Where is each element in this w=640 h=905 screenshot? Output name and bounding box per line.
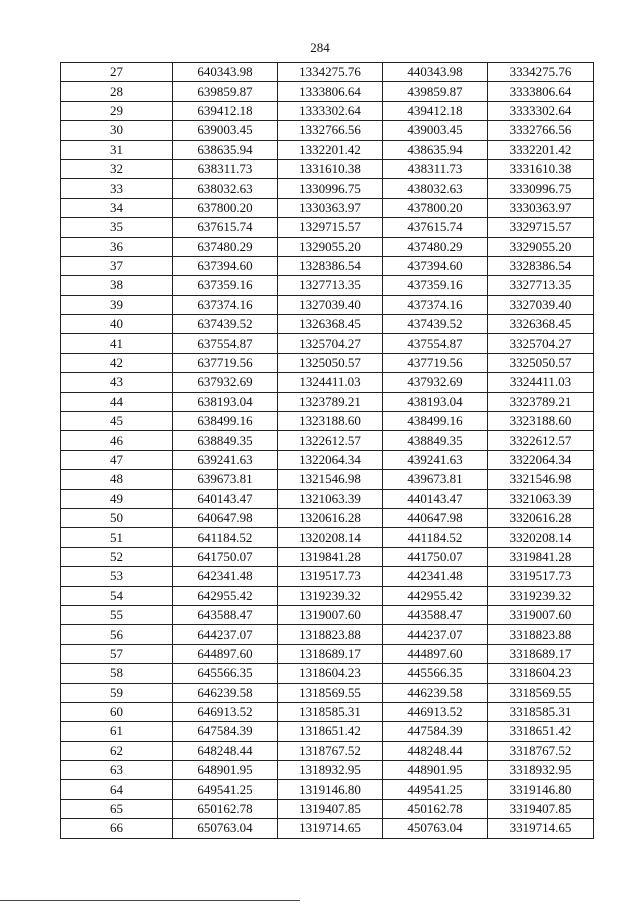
table-row: [61, 702, 594, 721]
y-local-coord-cell: 3318651.42: [488, 722, 594, 741]
table-row: [61, 237, 594, 256]
y-coord-cell: 1319517.73: [278, 567, 383, 586]
y-local-coord-cell: 3319517.73: [488, 567, 594, 586]
y-local-coord-cell: 3318689.17: [488, 644, 594, 663]
table-row: [61, 121, 594, 140]
y-coord-cell: 1329055.20: [278, 237, 383, 256]
table-row: [61, 198, 594, 217]
point-number-cell: 28: [61, 82, 173, 101]
y-local-coord-cell: 3318767.52: [488, 741, 594, 760]
point-number-cell: 64: [61, 780, 173, 799]
x-coord-cell: 639673.81: [173, 470, 278, 489]
x-local-coord-cell: 441750.07: [383, 547, 488, 566]
point-number-cell: 29: [61, 101, 173, 120]
y-coord-cell: 1320208.14: [278, 528, 383, 547]
x-coord-cell: 638849.35: [173, 431, 278, 450]
point-number-cell: 37: [61, 256, 173, 275]
x-local-coord-cell: 437480.29: [383, 237, 488, 256]
table-row: [61, 819, 594, 838]
point-number-cell: 63: [61, 761, 173, 780]
y-coord-cell: 1330363.97: [278, 198, 383, 217]
y-coord-cell: 1328386.54: [278, 256, 383, 275]
x-local-coord-cell: 438635.94: [383, 140, 488, 159]
x-local-coord-cell: 439859.87: [383, 82, 488, 101]
point-number-cell: 55: [61, 605, 173, 624]
x-coord-cell: 642341.48: [173, 567, 278, 586]
y-local-coord-cell: 3324411.03: [488, 373, 594, 392]
point-number-cell: 66: [61, 819, 173, 838]
point-number-cell: 27: [61, 63, 173, 82]
table-row: [61, 625, 594, 644]
point-number-cell: 59: [61, 683, 173, 702]
point-number-cell: 34: [61, 198, 173, 217]
y-local-coord-cell: 3319841.28: [488, 547, 594, 566]
point-number-cell: 42: [61, 353, 173, 372]
table-row: [61, 761, 594, 780]
point-number-cell: 56: [61, 625, 173, 644]
x-local-coord-cell: 437800.20: [383, 198, 488, 217]
x-coord-cell: 646913.52: [173, 702, 278, 721]
y-coord-cell: 1323789.21: [278, 392, 383, 411]
point-number-cell: 57: [61, 644, 173, 663]
y-coord-cell: 1323188.60: [278, 412, 383, 431]
y-local-coord-cell: 3321546.98: [488, 470, 594, 489]
y-coord-cell: 1332201.42: [278, 140, 383, 159]
y-coord-cell: 1330996.75: [278, 179, 383, 198]
x-coord-cell: 637374.16: [173, 295, 278, 314]
x-local-coord-cell: 437394.60: [383, 256, 488, 275]
x-local-coord-cell: 438032.63: [383, 179, 488, 198]
x-local-coord-cell: 439673.81: [383, 470, 488, 489]
x-coord-cell: 648901.95: [173, 761, 278, 780]
y-coord-cell: 1319007.60: [278, 605, 383, 624]
x-coord-cell: 637359.16: [173, 276, 278, 295]
y-coord-cell: 1334275.76: [278, 63, 383, 82]
y-local-coord-cell: 3332766.56: [488, 121, 594, 140]
y-local-coord-cell: 3327713.35: [488, 276, 594, 295]
point-number-cell: 35: [61, 218, 173, 237]
x-local-coord-cell: 446913.52: [383, 702, 488, 721]
x-coord-cell: 641750.07: [173, 547, 278, 566]
point-number-cell: 41: [61, 334, 173, 353]
table-row: [61, 450, 594, 469]
x-coord-cell: 650162.78: [173, 799, 278, 818]
table-row: [61, 605, 594, 624]
x-local-coord-cell: 446239.58: [383, 683, 488, 702]
x-local-coord-cell: 437374.16: [383, 295, 488, 314]
x-local-coord-cell: 439241.63: [383, 450, 488, 469]
y-local-coord-cell: 3328386.54: [488, 256, 594, 275]
y-local-coord-cell: 3320616.28: [488, 508, 594, 527]
table-row: [61, 218, 594, 237]
table-row: [61, 528, 594, 547]
x-local-coord-cell: 438849.35: [383, 431, 488, 450]
point-number-cell: 33: [61, 179, 173, 198]
y-coord-cell: 1333302.64: [278, 101, 383, 120]
y-coord-cell: 1333806.64: [278, 82, 383, 101]
point-number-cell: 62: [61, 741, 173, 760]
table-row: [61, 412, 594, 431]
y-coord-cell: 1321063.39: [278, 489, 383, 508]
y-coord-cell: 1318569.55: [278, 683, 383, 702]
y-coord-cell: 1318689.17: [278, 644, 383, 663]
table-row: [61, 547, 594, 566]
table-row: [61, 644, 594, 663]
coordinates-table: [60, 62, 594, 839]
x-coord-cell: 637719.56: [173, 353, 278, 372]
y-local-coord-cell: 3322612.57: [488, 431, 594, 450]
x-coord-cell: 650763.04: [173, 819, 278, 838]
x-local-coord-cell: 437554.87: [383, 334, 488, 353]
point-number-cell: 38: [61, 276, 173, 295]
x-local-coord-cell: 443588.47: [383, 605, 488, 624]
x-coord-cell: 639859.87: [173, 82, 278, 101]
x-coord-cell: 646239.58: [173, 683, 278, 702]
x-local-coord-cell: 442955.42: [383, 586, 488, 605]
y-local-coord-cell: 3323188.60: [488, 412, 594, 431]
table-row: [61, 489, 594, 508]
table-row: [61, 101, 594, 120]
y-coord-cell: 1324411.03: [278, 373, 383, 392]
x-coord-cell: 641184.52: [173, 528, 278, 547]
x-local-coord-cell: 439003.45: [383, 121, 488, 140]
y-local-coord-cell: 3319239.32: [488, 586, 594, 605]
y-coord-cell: 1321546.98: [278, 470, 383, 489]
x-local-coord-cell: 438311.73: [383, 159, 488, 178]
y-local-coord-cell: 3322064.34: [488, 450, 594, 469]
table-row: [61, 470, 594, 489]
point-number-cell: 58: [61, 664, 173, 683]
table-row: [61, 82, 594, 101]
point-number-cell: 53: [61, 567, 173, 586]
x-coord-cell: 642955.42: [173, 586, 278, 605]
x-coord-cell: 638193.04: [173, 392, 278, 411]
y-coord-cell: 1318651.42: [278, 722, 383, 741]
point-number-cell: 50: [61, 508, 173, 527]
y-coord-cell: 1319841.28: [278, 547, 383, 566]
x-local-coord-cell: 444897.60: [383, 644, 488, 663]
table-row: [61, 295, 594, 314]
x-local-coord-cell: 442341.48: [383, 567, 488, 586]
x-local-coord-cell: 450763.04: [383, 819, 488, 838]
x-local-coord-cell: 439412.18: [383, 101, 488, 120]
y-coord-cell: 1327713.35: [278, 276, 383, 295]
x-coord-cell: 643588.47: [173, 605, 278, 624]
x-coord-cell: 637800.20: [173, 198, 278, 217]
coordinates-table-body: [61, 63, 594, 839]
y-coord-cell: 1326368.45: [278, 315, 383, 334]
point-number-cell: 61: [61, 722, 173, 741]
y-coord-cell: 1318823.88: [278, 625, 383, 644]
x-coord-cell: 640343.98: [173, 63, 278, 82]
x-coord-cell: 638311.73: [173, 159, 278, 178]
x-coord-cell: 640143.47: [173, 489, 278, 508]
x-local-coord-cell: 449541.25: [383, 780, 488, 799]
table-row: [61, 799, 594, 818]
x-coord-cell: 637439.52: [173, 315, 278, 334]
point-number-cell: 48: [61, 470, 173, 489]
table-row: [61, 63, 594, 82]
y-local-coord-cell: 3319714.65: [488, 819, 594, 838]
table-row: [61, 586, 594, 605]
point-number-cell: 44: [61, 392, 173, 411]
x-local-coord-cell: 440343.98: [383, 63, 488, 82]
table-row: [61, 256, 594, 275]
x-local-coord-cell: 437439.52: [383, 315, 488, 334]
y-coord-cell: 1322612.57: [278, 431, 383, 450]
y-coord-cell: 1325050.57: [278, 353, 383, 372]
table-row: [61, 741, 594, 760]
x-coord-cell: 637394.60: [173, 256, 278, 275]
point-number-cell: 45: [61, 412, 173, 431]
y-local-coord-cell: 3330996.75: [488, 179, 594, 198]
x-local-coord-cell: 440143.47: [383, 489, 488, 508]
y-coord-cell: 1320616.28: [278, 508, 383, 527]
x-coord-cell: 645566.35: [173, 664, 278, 683]
point-number-cell: 40: [61, 315, 173, 334]
y-local-coord-cell: 3333302.64: [488, 101, 594, 120]
point-number-cell: 31: [61, 140, 173, 159]
y-coord-cell: 1319239.32: [278, 586, 383, 605]
x-coord-cell: 649541.25: [173, 780, 278, 799]
table-row: [61, 315, 594, 334]
y-local-coord-cell: 3318585.31: [488, 702, 594, 721]
y-coord-cell: 1318767.52: [278, 741, 383, 760]
table-row: [61, 334, 594, 353]
table-row: [61, 664, 594, 683]
point-number-cell: 52: [61, 547, 173, 566]
x-coord-cell: 647584.39: [173, 722, 278, 741]
table-row: [61, 683, 594, 702]
x-coord-cell: 640647.98: [173, 508, 278, 527]
y-local-coord-cell: 3319407.85: [488, 799, 594, 818]
y-local-coord-cell: 3318932.95: [488, 761, 594, 780]
y-local-coord-cell: 3321063.39: [488, 489, 594, 508]
x-coord-cell: 637615.74: [173, 218, 278, 237]
x-coord-cell: 637932.69: [173, 373, 278, 392]
y-local-coord-cell: 3325050.57: [488, 353, 594, 372]
table-row: [61, 276, 594, 295]
y-coord-cell: 1318585.31: [278, 702, 383, 721]
point-number-cell: 60: [61, 702, 173, 721]
x-local-coord-cell: 437932.69: [383, 373, 488, 392]
table-row: [61, 373, 594, 392]
table-row: [61, 508, 594, 527]
x-local-coord-cell: 440647.98: [383, 508, 488, 527]
point-number-cell: 46: [61, 431, 173, 450]
x-local-coord-cell: 450162.78: [383, 799, 488, 818]
point-number-cell: 51: [61, 528, 173, 547]
table-row: [61, 159, 594, 178]
table-row: [61, 392, 594, 411]
y-local-coord-cell: 3319146.80: [488, 780, 594, 799]
y-local-coord-cell: 3319007.60: [488, 605, 594, 624]
point-number-cell: 43: [61, 373, 173, 392]
y-local-coord-cell: 3333806.64: [488, 82, 594, 101]
point-number-cell: 47: [61, 450, 173, 469]
y-coord-cell: 1331610.38: [278, 159, 383, 178]
x-local-coord-cell: 445566.35: [383, 664, 488, 683]
y-local-coord-cell: 3326368.45: [488, 315, 594, 334]
x-local-coord-cell: 447584.39: [383, 722, 488, 741]
y-local-coord-cell: 3318823.88: [488, 625, 594, 644]
x-local-coord-cell: 448901.95: [383, 761, 488, 780]
x-coord-cell: 644897.60: [173, 644, 278, 663]
point-number-cell: 30: [61, 121, 173, 140]
table-row: [61, 780, 594, 799]
y-local-coord-cell: 3331610.38: [488, 159, 594, 178]
x-coord-cell: 638499.16: [173, 412, 278, 431]
point-number-cell: 36: [61, 237, 173, 256]
y-local-coord-cell: 3329055.20: [488, 237, 594, 256]
y-local-coord-cell: 3318604.23: [488, 664, 594, 683]
table-row: [61, 353, 594, 372]
point-number-cell: 32: [61, 159, 173, 178]
x-local-coord-cell: 438499.16: [383, 412, 488, 431]
y-coord-cell: 1319714.65: [278, 819, 383, 838]
x-coord-cell: 639412.18: [173, 101, 278, 120]
point-number-cell: 49: [61, 489, 173, 508]
x-coord-cell: 639003.45: [173, 121, 278, 140]
y-coord-cell: 1332766.56: [278, 121, 383, 140]
point-number-cell: 65: [61, 799, 173, 818]
x-local-coord-cell: 437615.74: [383, 218, 488, 237]
point-number-cell: 39: [61, 295, 173, 314]
y-coord-cell: 1318604.23: [278, 664, 383, 683]
x-local-coord-cell: 438193.04: [383, 392, 488, 411]
x-local-coord-cell: 437719.56: [383, 353, 488, 372]
x-local-coord-cell: 441184.52: [383, 528, 488, 547]
y-local-coord-cell: 3332201.42: [488, 140, 594, 159]
y-coord-cell: 1327039.40: [278, 295, 383, 314]
x-coord-cell: 638635.94: [173, 140, 278, 159]
y-local-coord-cell: 3327039.40: [488, 295, 594, 314]
x-coord-cell: 648248.44: [173, 741, 278, 760]
x-local-coord-cell: 437359.16: [383, 276, 488, 295]
page-number: 284: [310, 40, 330, 55]
y-coord-cell: 1325704.27: [278, 334, 383, 353]
x-local-coord-cell: 444237.07: [383, 625, 488, 644]
x-coord-cell: 638032.63: [173, 179, 278, 198]
y-coord-cell: 1319407.85: [278, 799, 383, 818]
table-row: [61, 179, 594, 198]
table-row: [61, 567, 594, 586]
y-coord-cell: 1329715.57: [278, 218, 383, 237]
y-coord-cell: 1319146.80: [278, 780, 383, 799]
point-number-cell: 54: [61, 586, 173, 605]
y-local-coord-cell: 3320208.14: [488, 528, 594, 547]
table-row: [61, 140, 594, 159]
table-row: [61, 431, 594, 450]
y-coord-cell: 1318932.95: [278, 761, 383, 780]
y-local-coord-cell: 3330363.97: [488, 198, 594, 217]
table-row: [61, 722, 594, 741]
x-coord-cell: 637554.87: [173, 334, 278, 353]
y-local-coord-cell: 3318569.55: [488, 683, 594, 702]
footer-divider: [0, 900, 300, 901]
x-local-coord-cell: 448248.44: [383, 741, 488, 760]
y-local-coord-cell: 3325704.27: [488, 334, 594, 353]
x-coord-cell: 639241.63: [173, 450, 278, 469]
y-coord-cell: 1322064.34: [278, 450, 383, 469]
y-local-coord-cell: 3323789.21: [488, 392, 594, 411]
x-coord-cell: 644237.07: [173, 625, 278, 644]
y-local-coord-cell: 3329715.57: [488, 218, 594, 237]
y-local-coord-cell: 3334275.76: [488, 63, 594, 82]
x-coord-cell: 637480.29: [173, 237, 278, 256]
